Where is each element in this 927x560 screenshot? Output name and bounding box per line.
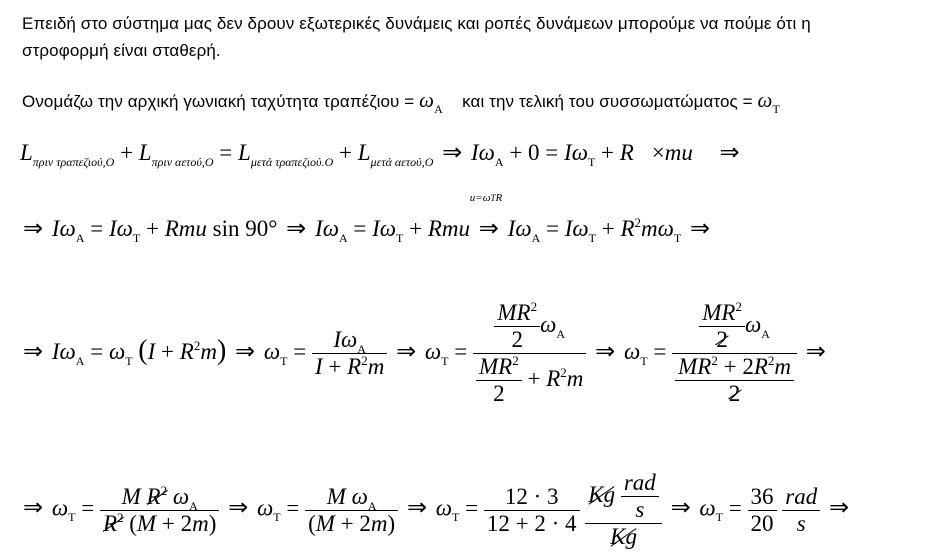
fraction-4: $\frac{M R^2 \omega_A}{R^2 (M + 2m)}$ — [100, 484, 219, 537]
equation-row-1: $L_{\pi\rho\iota\nu \tau\rho\alpha\pi\varepsilon\zeta\iota oύ,O} + L_{\pi\rho\iota\nu \alpha\varepsilon\tau oύ,O} = L_{\mu\varepsilon\tau ά \tau\rho\alpha\pi\varepsilon\zeta\iota oύ.O} + L_{\mu\varepsilon\tau ά \alpha\varepsilon\tau oύ,O}$ ⇒ $I\omega_A + 0 = I\omega_T$ + R⃗×mu⃗ ⇒ — [20, 138, 740, 169]
omega-t-symbol: $\omega_T$ — [757, 88, 780, 116]
fraction-6: $\frac{12 \cdot 3}{12 + 2 \cdot 4}$ — [484, 484, 580, 537]
text-line-3 — [22, 88, 780, 116]
text-line-3-part2: και την τελική του συσσωματώματος = — [462, 92, 758, 111]
implies-arrow: ⇒ — [719, 138, 740, 166]
fraction-8: $\frac{\text{rad}}{s}$ — [782, 484, 820, 537]
fraction-2: $\frac{MR^2}{2}$ $\omega_A$ $\frac{MR^2}{2}$ + $R^2m$ — [473, 300, 586, 407]
equation-row-3: ⇒ $I\omega_A = \omega_T$ $(I + R^2m)$ ⇒ $\omega_T$ = $\frac{I\omega_A}{I + R^2m}$ ⇒ $\omega_T$ = $\frac{MR^2}{2}$ $\omega_A$ $\frac{MR^2}{2}$ + $R^2m$ ⇒ $\omega_T$ = $\frac{MR^2}{2}$ $\omega_A$ $\frac{MR^2 + 2R^2m}{2}$ ⇒ — [23, 299, 826, 406]
text-line-3-part1: Ονομάζω την αρχική γωνιακή ταχύτητα τραπέζιου = — [22, 92, 420, 111]
equation-row-2: ⇒ $I\omega_A = I\omega_T$ + Rmu sin 90° ⇒ $I\omega_A = I\omega_T$ + Rmu u=ωTR ⇒ $I\omega_A = I\omega_T + R^2m\omega_T$ ⇒ — [23, 192, 711, 245]
fraction-7: $\frac{36}{20}$ — [748, 484, 777, 537]
equation-row-4: ⇒ $\omega_T$ = $\frac{M R^2 \omega_A}{R^2 (M + 2m)}$ ⇒ $\omega_T$ = $\frac{M \omega_A}{(M + 2m)}$ ⇒ $\omega_T$ = $\frac{12 \cdot 3}{12 + 2 \cdot 4}$ Kg $\frac{\text{rad}}{s}$ Kg ⇒ $\omega_T$ = $\frac{36}{20}$ $\frac{\text{rad}}{s}$ ⇒ — [23, 470, 850, 549]
text-line-1: Επειδή στο σύστημα μας δεν δρουν εξωτερικές δυνάμεις και ροπές δυνάμεων μπορούμε να πούμε ότι η — [22, 14, 811, 33]
omega-a-symbol: $\omega_A$ — [419, 88, 443, 116]
fraction-3: $\frac{MR^2}{2}$ $\omega_A$ $\frac{MR^2 + 2R^2m}{2}$ — [672, 300, 797, 407]
implies-arrow: ⇒ — [442, 138, 463, 166]
text-line-2: στροφορμή είναι σταθερή. — [22, 41, 221, 60]
fraction-5: $\frac{M \omega_A}{(M + 2m)}$ — [305, 484, 398, 537]
fraction-1: $\frac{I\omega_A}{I + R^2m}$ — [312, 327, 387, 380]
fraction-units: Kg $\frac{\text{rad}}{s}$ Kg — [585, 470, 662, 550]
substitution-arrow: u=ωTR ⇒ — [469, 192, 503, 242]
